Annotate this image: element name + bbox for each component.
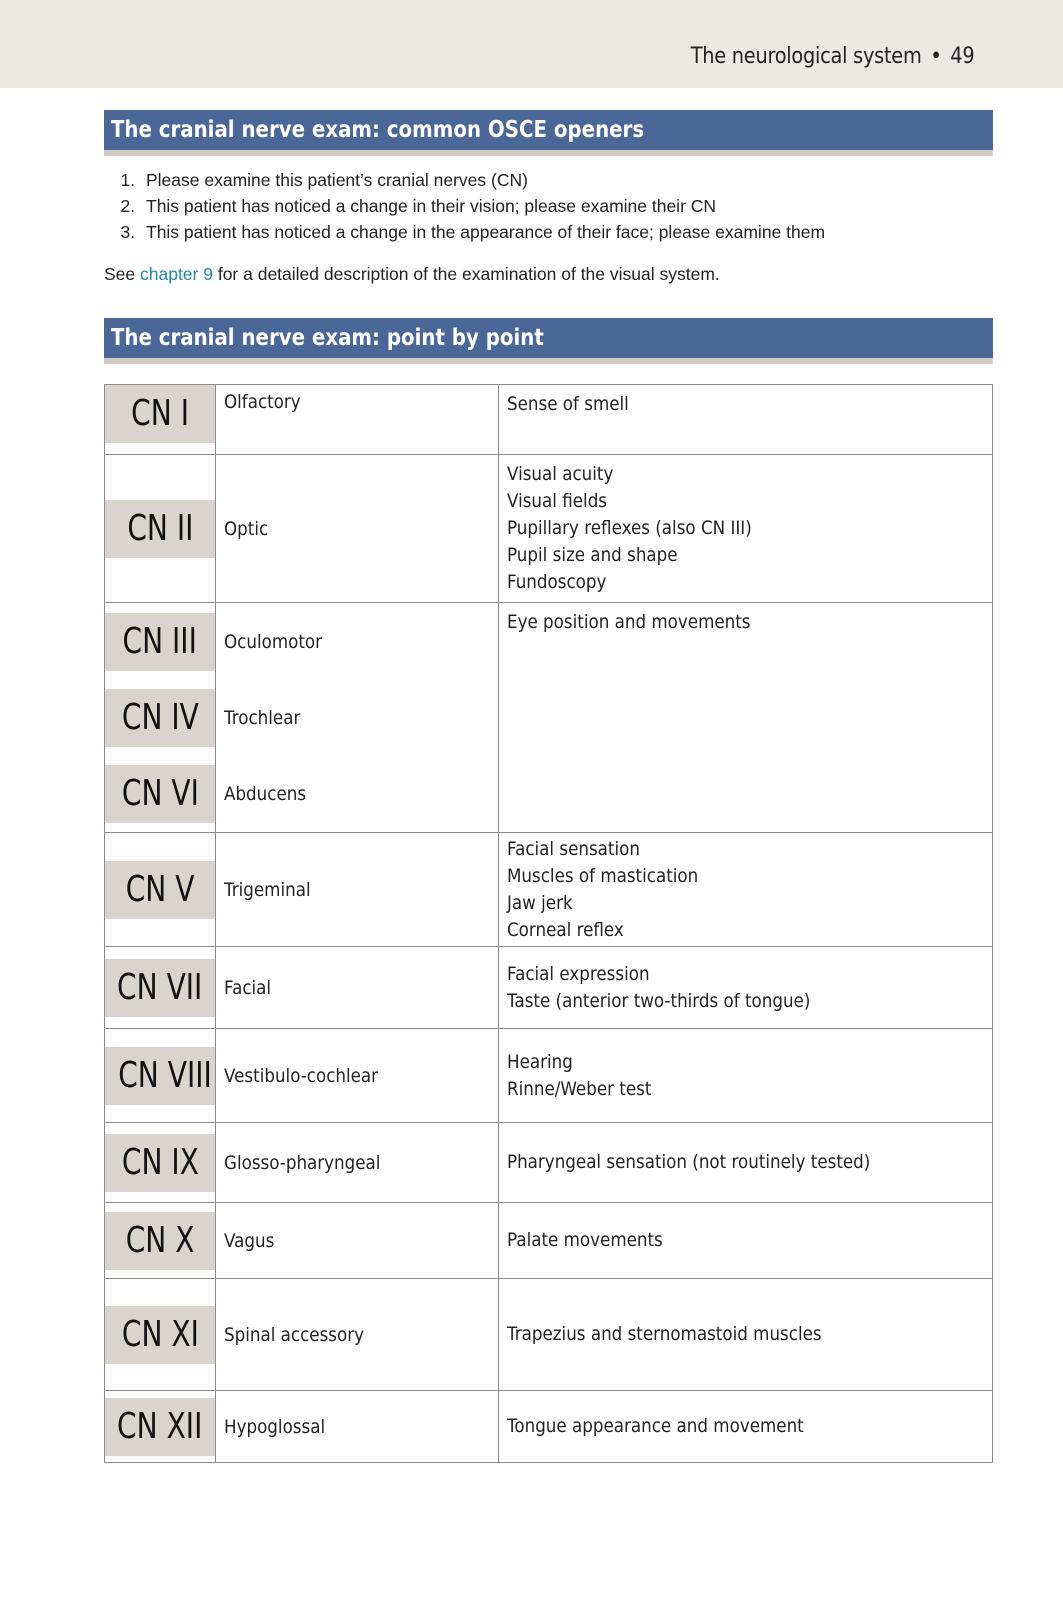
test-line: Pupillary reflexes (also CN III) xyxy=(507,517,752,539)
nerve-name: Vestibulo-cochlear xyxy=(224,1064,379,1087)
nerve-badge: CN III xyxy=(105,613,215,671)
list-item: 1. Please examine this patient’s cranial nerves (CN) xyxy=(140,167,1000,193)
nerve-name: Vagus xyxy=(224,1229,275,1252)
nerve-name: Abducens xyxy=(224,782,307,805)
table-row xyxy=(105,385,993,455)
cranial-nerve-table xyxy=(104,384,993,1463)
nerve-name-cell xyxy=(216,603,499,833)
nerve-label-cell xyxy=(105,455,216,603)
running-head-title: The neurological system xyxy=(690,44,922,69)
test-line: Muscles of mastication xyxy=(507,864,699,887)
chapter-link[interactable]: chapter 9 xyxy=(140,264,213,284)
nerve-badge: CN II xyxy=(105,500,215,558)
test-line: Visual fields xyxy=(507,490,608,512)
nerve-name: Spinal accessory xyxy=(224,1323,365,1346)
nerve-name: Hypoglossal xyxy=(224,1415,326,1438)
test-line: Tongue appearance and movement xyxy=(507,1415,804,1437)
nerve-tests-cell xyxy=(499,947,993,1029)
test-line: Pupil size and shape xyxy=(507,544,678,566)
nerve-name: Optic xyxy=(224,517,269,540)
nerve-name: Trigeminal xyxy=(224,878,311,901)
nerve-label-cell xyxy=(105,1391,216,1463)
nerve-label-cell xyxy=(105,603,216,833)
nerve-name: Glosso-pharyngeal xyxy=(224,1151,381,1174)
nerve-badge: CN XII xyxy=(105,1398,215,1456)
nerve-label-cell xyxy=(105,1123,216,1203)
test-line: Fundoscopy xyxy=(507,571,607,593)
nerve-tests-cell xyxy=(499,455,993,603)
nerve-tests-cell xyxy=(499,385,993,455)
list-item: 3. This patient has noticed a change in the appearance of their face; please examine them xyxy=(140,219,1000,245)
nerve-name: Oculomotor xyxy=(224,630,323,653)
see-note: See chapter 9 for a detailed description of the examination of the visual system. xyxy=(104,264,720,284)
nerve-badge: CN VI xyxy=(105,765,215,823)
nerve-label-cell xyxy=(105,947,216,1029)
table-row xyxy=(105,603,993,833)
nerve-badge: CN X xyxy=(105,1212,215,1270)
table-row xyxy=(105,833,993,947)
page-number: 49 xyxy=(949,44,974,69)
nerve-name-cell xyxy=(216,1279,499,1391)
running-head xyxy=(690,44,974,69)
nerve-name-cell xyxy=(216,385,499,455)
test-line: Facial sensation xyxy=(507,837,640,860)
nerve-badge: CN XI xyxy=(105,1306,215,1364)
nerve-badge: CN I xyxy=(105,385,215,443)
nerve-badge: CN IX xyxy=(105,1134,215,1192)
nerve-badge: CN VIII xyxy=(105,1047,215,1105)
table-row xyxy=(105,455,993,603)
nerve-name: Facial xyxy=(224,976,272,999)
test-line: Jaw jerk xyxy=(507,891,573,914)
nerve-name-cell xyxy=(216,1123,499,1203)
table-row xyxy=(105,1391,993,1463)
section-title-point-by-point: The cranial nerve exam: point by point xyxy=(104,318,993,364)
nerve-label-cell xyxy=(105,1203,216,1279)
nerve-label-cell xyxy=(105,1029,216,1123)
table-row xyxy=(105,947,993,1029)
test-line: Palate movements xyxy=(507,1229,663,1251)
test-line: Trapezius and sternomastoid muscles xyxy=(507,1323,822,1345)
nerve-label-cell xyxy=(105,385,216,455)
nerve-name-cell xyxy=(216,947,499,1029)
table-row xyxy=(105,1279,993,1391)
nerve-name: Trochlear xyxy=(224,706,301,729)
nerve-name-cell xyxy=(216,1203,499,1279)
test-line: Facial expression xyxy=(507,962,650,985)
nerve-label-cell xyxy=(105,833,216,947)
test-line: Rinne/Weber test xyxy=(507,1077,652,1100)
test-line: Sense of smell xyxy=(507,393,629,415)
nerve-name-cell xyxy=(216,455,499,603)
table-row xyxy=(105,1123,993,1203)
test-line: Pharyngeal sensation (not routinely tested) xyxy=(507,1151,871,1173)
test-line: Taste (anterior two-thirds of tongue) xyxy=(507,989,811,1012)
nerve-name-cell xyxy=(216,833,499,947)
nerve-label-cell xyxy=(105,1279,216,1391)
running-head-bullet: • xyxy=(929,44,942,69)
section-title-openers: The cranial nerve exam: common OSCE openers xyxy=(104,110,993,156)
nerve-badge: CN IV xyxy=(105,689,215,747)
nerve-badge: CN VII xyxy=(105,959,215,1017)
nerve-tests-cell xyxy=(499,1279,993,1391)
nerve-tests-cell xyxy=(499,1203,993,1279)
table-row xyxy=(105,1029,993,1123)
test-line: Visual acuity xyxy=(507,463,614,485)
nerve-tests-cell xyxy=(499,1123,993,1203)
nerve-name-cell xyxy=(216,1391,499,1463)
table-row xyxy=(105,1203,993,1279)
nerve-tests-cell xyxy=(499,833,993,947)
nerve-tests-cell xyxy=(499,1391,993,1463)
nerve-badge: CN V xyxy=(105,861,215,919)
nerve-name: Olfactory xyxy=(224,391,301,413)
test-line: Hearing xyxy=(507,1050,573,1073)
nerve-tests-cell xyxy=(499,603,993,833)
nerve-tests-cell xyxy=(499,1029,993,1123)
test-line: Corneal reflex xyxy=(507,918,624,941)
openers-list xyxy=(104,167,1000,245)
nerve-name-cell xyxy=(216,1029,499,1123)
list-item: 2. This patient has noticed a change in their vision; please examine their CN xyxy=(140,193,1000,219)
test-line: Eye position and movements xyxy=(507,611,751,633)
